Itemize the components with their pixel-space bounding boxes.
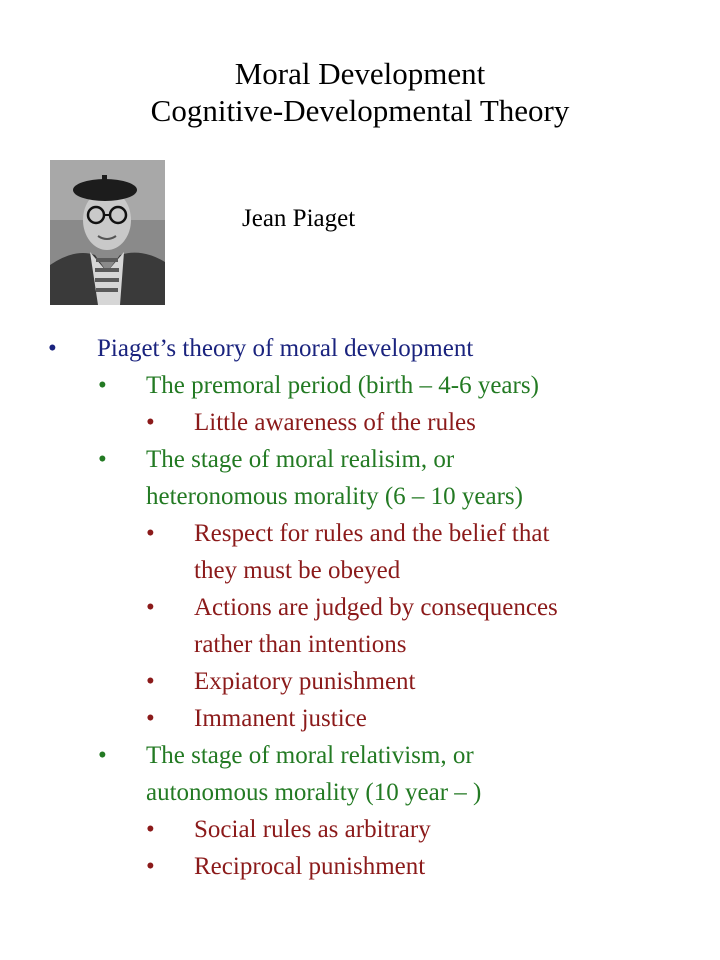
bullet-icon: • [146, 853, 155, 880]
bullet-icon: • [146, 594, 155, 621]
list-item-text: Respect for rules and the belief that [194, 520, 550, 547]
title-line-2: Cognitive-Developmental Theory [150, 93, 570, 128]
person-portrait-icon [50, 160, 165, 305]
bullet-icon: • [146, 816, 155, 843]
portrait-photo [50, 160, 165, 305]
list-item [0, 515, 720, 589]
list-item-text: Expiatory punishment [194, 668, 416, 695]
list-item-text: Social rules as arbitrary [194, 816, 431, 843]
list-item [0, 737, 720, 811]
list-item [0, 589, 720, 663]
title-line-1: Moral Development [234, 56, 486, 91]
list-item-text-continued: they must be obeyed [194, 557, 401, 584]
list-item-text: The stage of moral realisim, or [146, 446, 455, 473]
list-item-text-continued: autonomous morality (10 year – ) [146, 779, 482, 806]
photo-caption: Jean Piaget [242, 205, 356, 232]
list-item-text: Piaget’s theory of moral development [97, 335, 474, 362]
bullet-icon: • [146, 409, 155, 436]
bullet-icon: • [146, 520, 155, 547]
list-item [0, 330, 720, 367]
bullet-icon: • [98, 742, 107, 769]
bullet-icon: • [98, 446, 107, 473]
list-item-text-continued: heteronomous morality (6 – 10 years) [146, 483, 523, 510]
list-item [0, 848, 720, 885]
list-item [0, 367, 720, 404]
slide-title [0, 55, 720, 129]
list-item [0, 700, 720, 737]
bullet-list [0, 330, 720, 885]
list-item [0, 811, 720, 848]
list-item [0, 663, 720, 700]
list-item-text: The stage of moral relativism, or [146, 742, 474, 769]
bullet-icon: • [98, 372, 107, 399]
list-item-text: The premoral period (birth – 4-6 years) [146, 372, 539, 399]
bullet-icon: • [146, 705, 155, 732]
list-item-text-continued: rather than intentions [194, 631, 407, 658]
list-item-text: Little awareness of the rules [194, 409, 476, 436]
bullet-icon: • [146, 668, 155, 695]
list-item [0, 441, 720, 515]
bullet-icon: • [48, 335, 57, 362]
list-item-text: Reciprocal punishment [194, 853, 426, 880]
list-item-text: Actions are judged by consequences [194, 594, 558, 621]
list-item [0, 404, 720, 441]
list-item-text: Immanent justice [194, 705, 367, 732]
